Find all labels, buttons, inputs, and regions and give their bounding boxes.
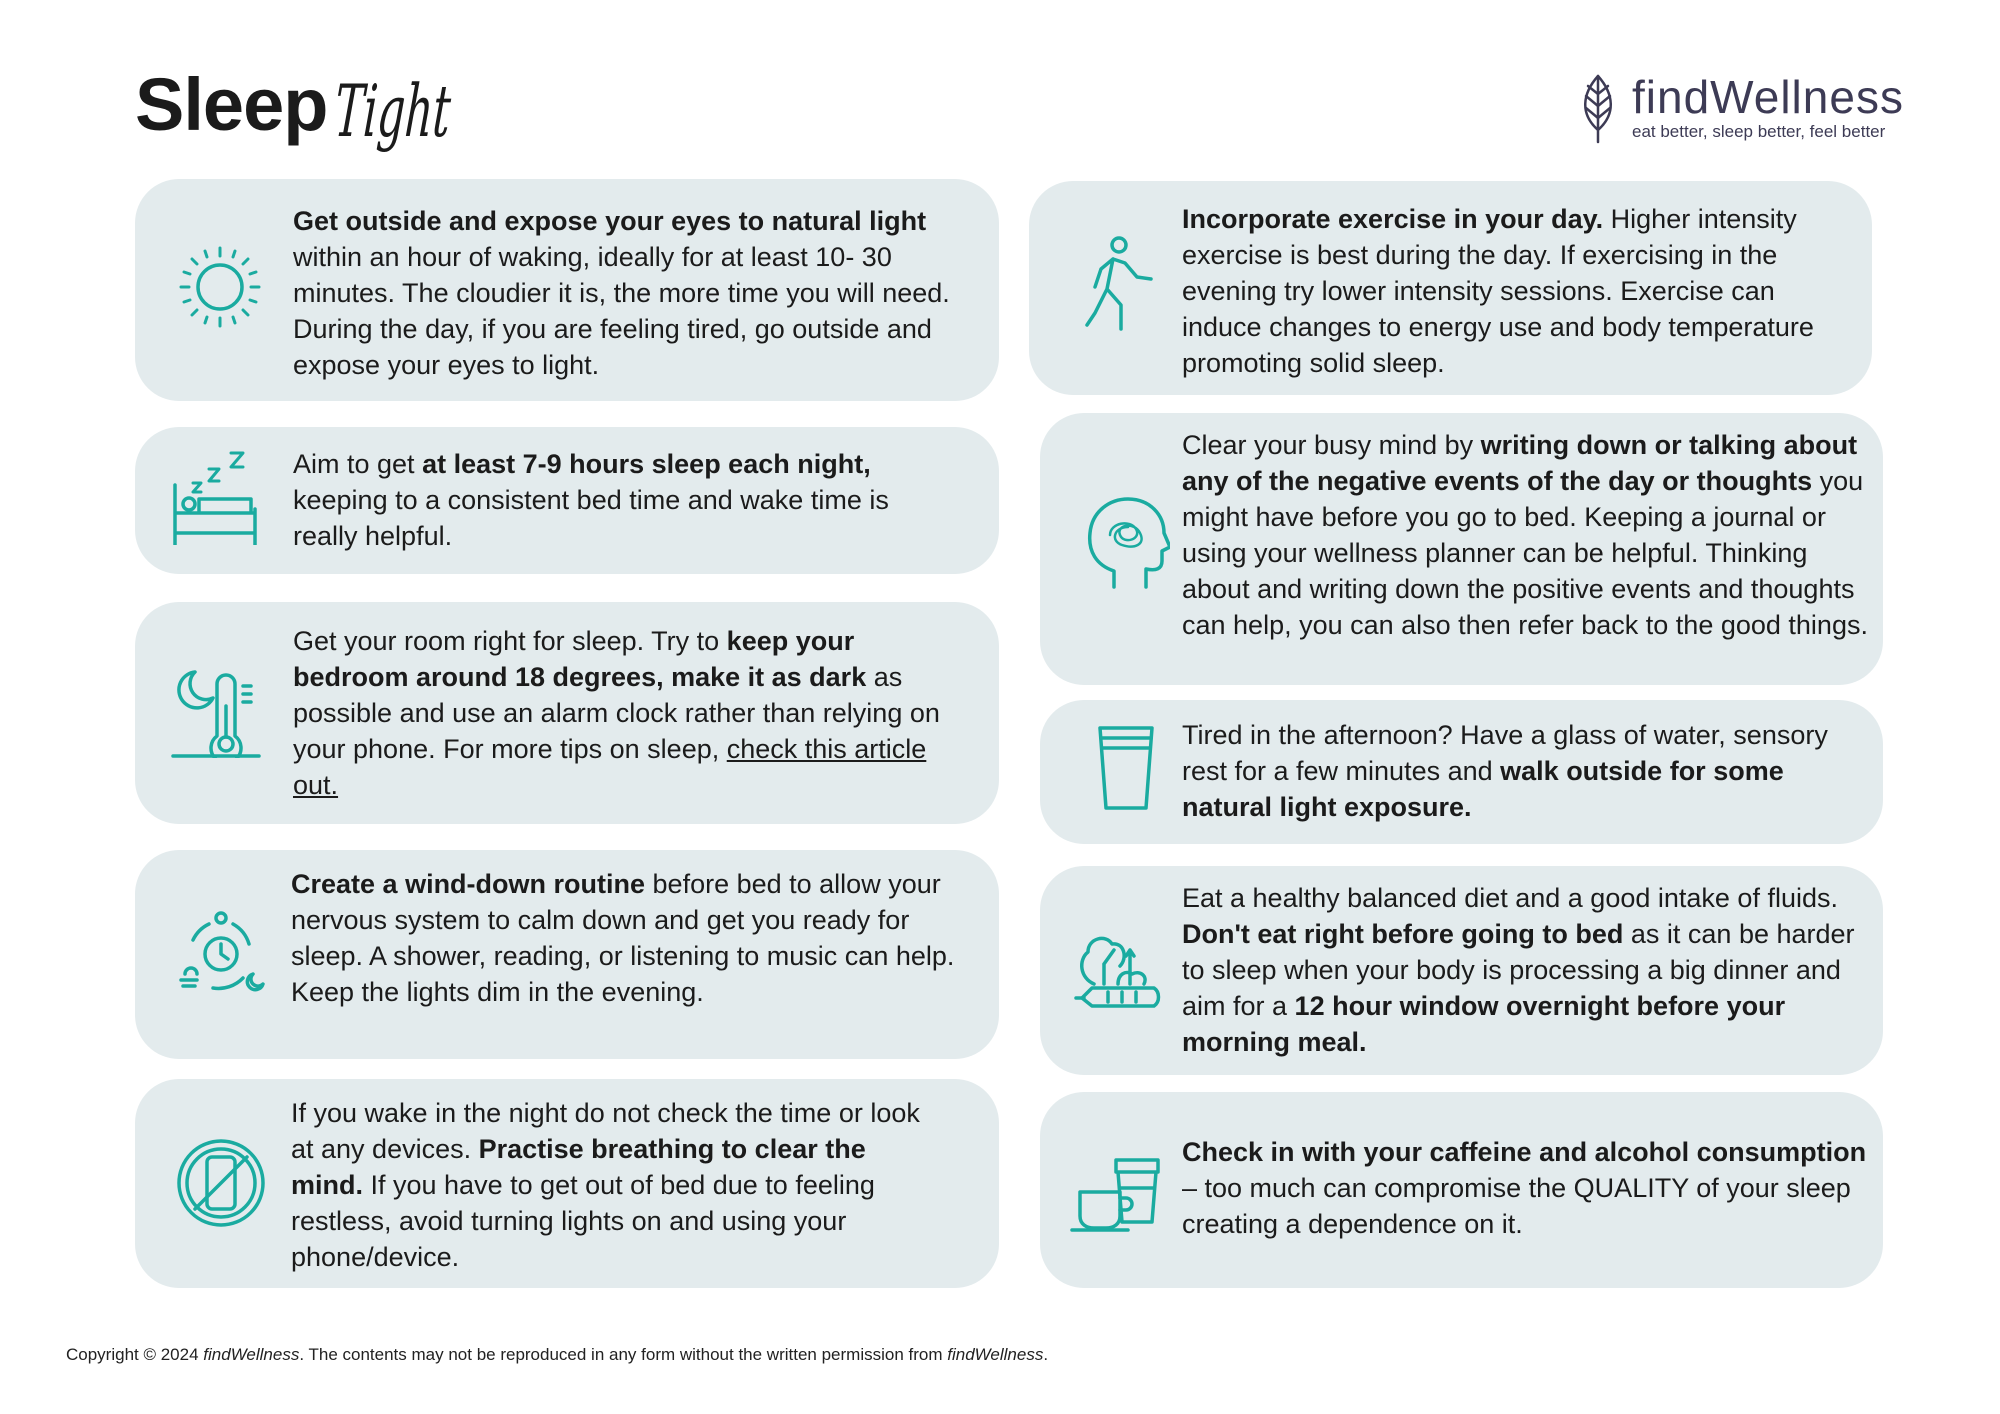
footer-brand: findWellness	[947, 1345, 1044, 1364]
tip-bold: at least 7-9 hours sleep each night,	[422, 449, 871, 479]
routine-cycle-icon	[173, 908, 269, 1004]
sun-icon	[175, 242, 265, 332]
tip-card-hours	[135, 427, 999, 574]
tip-bold: Practise breathing to clear the mind.	[291, 1134, 866, 1200]
no-phone-icon	[175, 1137, 267, 1229]
tip-text: Aim to get	[293, 449, 423, 479]
tip-text: Clear your busy mind by	[1182, 430, 1481, 460]
title-script: Tight	[332, 69, 454, 153]
tip-text: within an hour of waking, ideally for at least 10- 30 minutes. The cloudier it is, the more time you will need. During the day, if you are feeling tired, go outside and expose your eyes to light.	[293, 242, 950, 380]
tangled-mind-head-icon	[1084, 495, 1170, 591]
tip-card-room	[135, 602, 999, 824]
tip-text: keeping to a consistent bed time and wake time is really helpful.	[293, 485, 889, 551]
tip-bold: Get outside and expose your eyes to natural light	[293, 206, 927, 236]
tip-text: – too much can compromise the QUALITY of your sleep creating a dependence on it.	[1182, 1173, 1851, 1239]
brand-name: findWellness	[1632, 71, 1904, 123]
tip-bold: Don't eat right before going to bed	[1182, 919, 1624, 949]
tip-text: before bed to allow your nervous system to calm down and get you ready for sleep. A shower, reading, or listening to music can help. Keep the lights dim in the evening.	[291, 869, 955, 1007]
page-title	[135, 62, 528, 153]
copyright-footer	[66, 1345, 1048, 1365]
water-glass-icon	[1096, 724, 1156, 812]
tip-card-exercise	[1029, 181, 1872, 395]
tip-card-caffeine	[1040, 1092, 1883, 1288]
leaf-icon	[1578, 72, 1618, 144]
title-bold: Sleep	[135, 63, 328, 146]
brand-logo	[1578, 72, 1904, 144]
tip-card-natural-light	[135, 179, 999, 401]
tip-bold: walk outside for some natural light exposure.	[1182, 756, 1784, 822]
tip-text: Higher intensity exercise is best during the day. If exercising in the evening try lower intensity sessions. Exercise can induce changes to energy use and body temperature promoting solid sleep.	[1182, 204, 1814, 378]
tip-bold: writing down or talking about any of the negative events of the day or thoughts	[1182, 430, 1858, 496]
tip-card-afternoon	[1040, 700, 1883, 844]
tip-text: Get your room right for sleep. Try to	[293, 626, 727, 656]
brand-tagline: eat better, sleep better, feel better	[1632, 122, 1886, 141]
tip-text: If you wake in the night do not check the time or look at any devices.	[291, 1098, 920, 1164]
tip-bold: Incorporate exercise in your day.	[1182, 204, 1604, 234]
walking-person-icon	[1079, 235, 1159, 335]
tip-text: Tired in the afternoon? Have a glass of water, sensory rest for a few minutes and	[1182, 720, 1828, 786]
tip-text: you might have before you go to bed. Keeping a journal or using your wellness planner can be helpful. Thinking about and writing down the positive events and thoughts can help, you can also then refer back to the good things.	[1182, 466, 1868, 640]
tip-text: Eat a healthy balanced diet and a good intake of fluids.	[1182, 883, 1838, 913]
tip-card-wind-down	[135, 850, 999, 1059]
footer-text: . The contents may not be reproduced in any form without the written permission from	[299, 1345, 948, 1364]
vegetables-icon	[1074, 924, 1162, 1016]
tip-text: as it can be harder to sleep when your body is processing a big dinner and aim for a	[1182, 919, 1855, 1021]
article-link[interactable]: check this article out.	[293, 734, 927, 800]
bed-icon	[171, 449, 267, 545]
footer-brand: findWellness	[203, 1345, 300, 1364]
tip-bold: keep your bedroom around 18 degrees, make it as dark	[293, 626, 867, 692]
tip-card-night-waking	[135, 1079, 999, 1288]
thermometer-moon-icon	[171, 666, 263, 758]
tip-card-busy-mind	[1040, 413, 1883, 685]
tip-text: If you have to get out of bed due to feeling restless, avoid turning lights on and using your phone/device.	[291, 1170, 875, 1272]
tip-bold: 12 hour window overnight before your morning meal.	[1182, 991, 1786, 1057]
tip-card-diet	[1040, 866, 1883, 1075]
footer-text: .	[1043, 1345, 1049, 1364]
coffee-cups-icon	[1070, 1156, 1166, 1236]
footer-text: Copyright © 2024	[66, 1345, 204, 1364]
tip-bold: Create a wind-down routine	[291, 869, 646, 899]
tip-text: as possible and use an alarm clock rather than relying on your phone. For more tips on sleep,	[293, 662, 940, 764]
tip-bold: Check in with your caffeine and alcohol consumption	[1182, 1137, 1867, 1167]
